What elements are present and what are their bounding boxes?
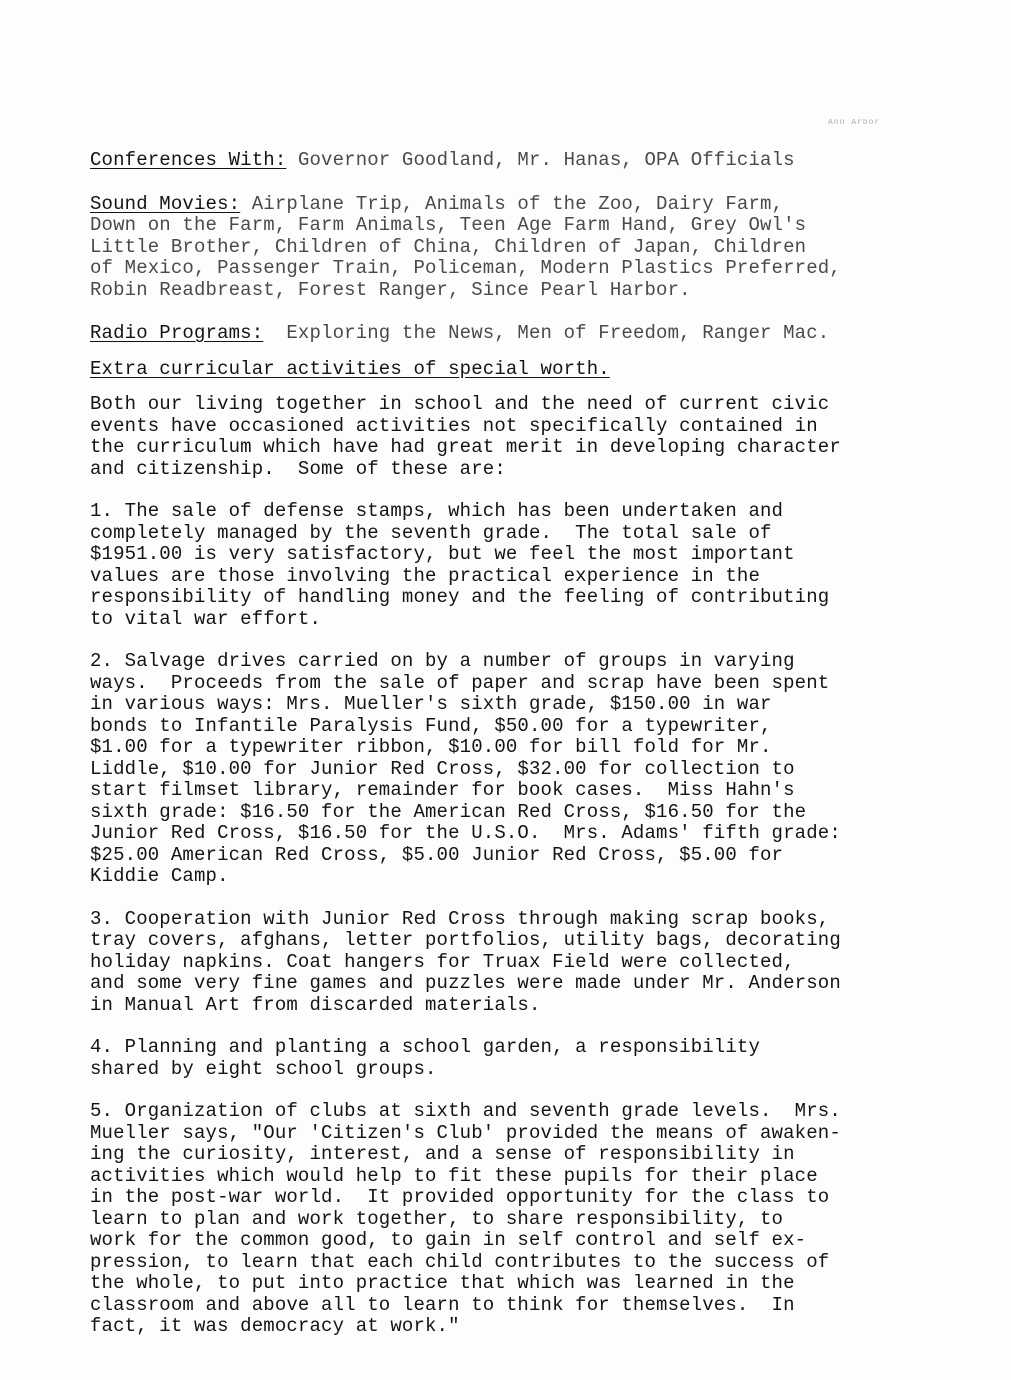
intro-line: Both our living together in school and the need of current civic bbox=[90, 393, 830, 415]
activity-item-1 bbox=[90, 501, 970, 630]
intro-line: events have occasioned activities not specifically contained in bbox=[90, 414, 818, 437]
item-line: and some very fine games and puzzles were made under Mr. Anderson bbox=[90, 972, 841, 994]
item-line: in various ways: Mrs. Mueller's sixth grade, $150.00 in war bbox=[90, 693, 772, 715]
item-line: responsibility of handling money and the feeling of contributing bbox=[90, 586, 830, 608]
activity-item-4 bbox=[90, 1037, 970, 1080]
radio-programs-text: Exploring the News, Men of Freedom, Ranger Mac. bbox=[263, 322, 830, 344]
item-line: $1951.00 is very satisfactory, but we feel the most important bbox=[90, 543, 795, 565]
item-line: $25.00 American Red Cross, $5.00 Junior Red Cross, $5.00 for bbox=[90, 843, 784, 866]
conferences-label: Conferences With: bbox=[90, 149, 287, 171]
item-line: 1. The sale of defense stamps, which has been undertaken and bbox=[90, 500, 784, 522]
item-line: Liddle, $10.00 for Junior Red Cross, $32.00 for collection to bbox=[90, 757, 795, 780]
sound-movies-line: Robin Readbreast, Forest Ranger, Since Pearl Harbor. bbox=[90, 278, 691, 301]
item-line: values are those involving the practical experience in the bbox=[90, 564, 761, 587]
item-line: holiday napkins. Coat hangers for Truax Field were collected, bbox=[90, 950, 795, 973]
sound-movies-text: Airplane Trip, Animals of the Zoo, Dairy Farm, bbox=[240, 192, 784, 215]
item-line: ways. Proceeds from the sale of paper and scrap have been spent bbox=[90, 671, 830, 694]
item-line: in Manual Art from discarded materials. bbox=[90, 993, 541, 1016]
intro-line: the curriculum which have had great merit in developing character bbox=[90, 436, 841, 458]
activity-item-5 bbox=[90, 1101, 970, 1338]
radio-programs-label: Radio Programs: bbox=[90, 322, 264, 344]
item-line: sixth grade: $16.50 for the American Red Cross, $16.50 for the bbox=[90, 800, 807, 823]
item-line: work for the common good, to gain in self control and self ex- bbox=[90, 1229, 807, 1251]
sound-movies-line bbox=[90, 194, 970, 216]
conferences-line bbox=[90, 150, 970, 172]
item-line: the whole, to put into practice that which was learned in the bbox=[90, 1272, 795, 1294]
item-line: tray covers, afghans, letter portfolios, utility bags, decorating bbox=[90, 929, 841, 951]
conferences-text: Governor Goodland, Mr. Hanas, OPA Officials bbox=[286, 149, 795, 171]
sound-movies-label: Sound Movies: bbox=[90, 192, 241, 215]
item-line: ing the curiosity, interest, and a sense of responsibility in bbox=[90, 1143, 795, 1165]
item-line: 3. Cooperation with Junior Red Cross through making scrap books, bbox=[90, 907, 830, 930]
item-line: bonds to Infantile Paralysis Fund, $50.00 for a typewriter, bbox=[90, 714, 772, 737]
item-line: completely managed by the seventh grade. The total sale of bbox=[90, 521, 772, 544]
sound-movies-section bbox=[90, 194, 970, 302]
item-line: 5. Organization of clubs at sixth and seventh grade levels. Mrs. bbox=[90, 1100, 841, 1122]
radio-programs-line bbox=[90, 323, 970, 345]
item-line: to vital war effort. bbox=[90, 607, 322, 630]
item-line: Kiddie Camp. bbox=[90, 865, 229, 887]
activity-item-2 bbox=[90, 651, 970, 888]
item-line: start filmset library, remainder for book cases. Miss Hahn's bbox=[90, 779, 795, 801]
sound-movies-line: of Mexico, Passenger Train, Policeman, Modern Plastics Preferred, bbox=[90, 257, 841, 279]
intro-paragraph bbox=[90, 394, 970, 480]
item-line: 4. Planning and planting a school garden, a responsibility bbox=[90, 1036, 761, 1058]
activity-item-3 bbox=[90, 909, 970, 1017]
item-line: activities which would help to fit these pupils for their place bbox=[90, 1164, 818, 1187]
item-line: 2. Salvage drives carried on by a number of groups in varying bbox=[90, 650, 795, 672]
extra-curricular-heading: Extra curricular activities of special worth. bbox=[90, 357, 610, 380]
document-body bbox=[90, 150, 970, 1338]
item-line: Mueller says, "Our 'Citizen's Club' provided the means of awaken- bbox=[90, 1121, 841, 1144]
item-line: learn to plan and work together, to share responsibility, to bbox=[90, 1207, 784, 1230]
intro-line: and citizenship. Some of these are: bbox=[90, 457, 506, 480]
item-line: $1.00 for a typewriter ribbon, $10.00 for bill fold for Mr. bbox=[90, 736, 772, 758]
item-line: pression, to learn that each child contributes to the success of bbox=[90, 1250, 830, 1273]
sound-movies-line: Little Brother, Children of China, Children of Japan, Children bbox=[90, 235, 807, 258]
item-line: classroom and above all to learn to think for themselves. In bbox=[90, 1293, 795, 1316]
item-line: shared by eight school groups. bbox=[90, 1057, 437, 1080]
item-line: in the post-war world. It provided opportunity for the class to bbox=[90, 1186, 830, 1208]
header-mark: Ann Arbor bbox=[828, 119, 881, 127]
item-line: Junior Red Cross, $16.50 for the U.S.O. Mrs. Adams' fifth grade: bbox=[90, 822, 841, 844]
sound-movies-line: Down on the Farm, Farm Animals, Teen Age Farm Hand, Grey Owl's bbox=[90, 214, 807, 236]
item-line: fact, it was democracy at work." bbox=[90, 1315, 460, 1337]
